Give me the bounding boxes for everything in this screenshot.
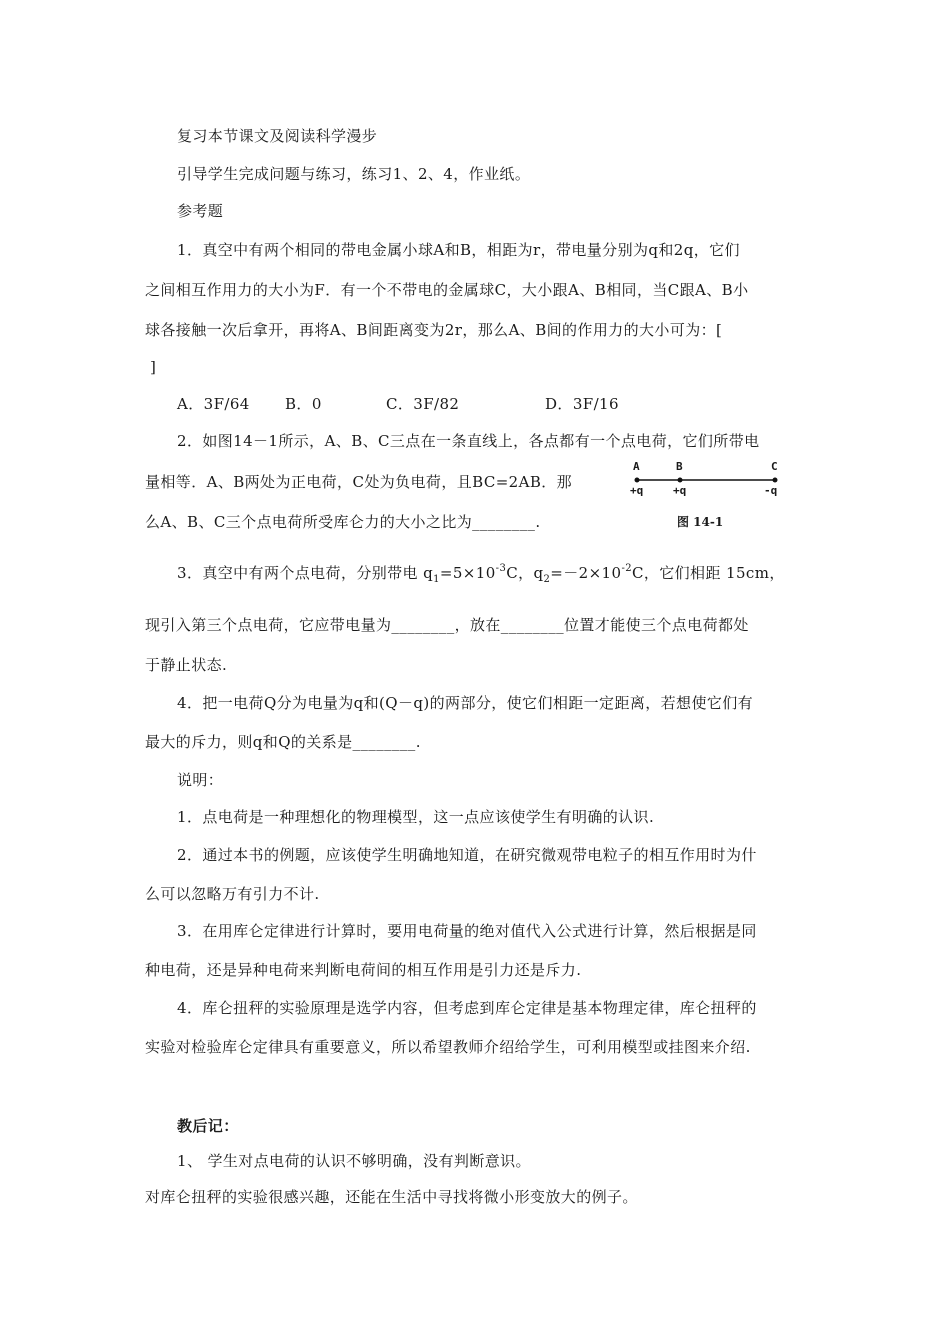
q2-line-3: 么A、B、C三个点电荷所受库仑力的大小之比为________. <box>145 513 541 531</box>
reference-title: 参考题 <box>177 202 224 220</box>
q3-text-5: C，它们相距 15cm， <box>631 564 785 582</box>
guide-line: 引导学生完成问题与练习，练习1、2、4，作业纸。 <box>177 165 531 183</box>
note-1: 1．点电荷是一种理想化的物理模型，这一点应该使学生有明确的认识. <box>177 808 655 826</box>
note-2-line-2: 么可以忽略万有引力不计. <box>145 885 320 903</box>
point-b <box>678 478 683 483</box>
charge-c: -q <box>764 484 778 497</box>
q3-sup-1: -3 <box>495 563 507 574</box>
q1-options <box>177 394 677 414</box>
review-line: 复习本节课文及阅读科学漫步 <box>177 127 378 145</box>
label-a: A <box>633 460 640 473</box>
label-c: C <box>771 460 778 473</box>
figure-caption: 图 14-1 <box>677 515 724 529</box>
note-3-line-2: 种电荷，还是异种电荷来判断电荷间的相互作用是引力还是斥力. <box>145 961 582 979</box>
q3-sub-2: 2 <box>543 574 551 585</box>
q1-line-3: 球各接触一次后拿开，再将A、B间距离变为2r，那么A、B间的作用力的大小可为：[ <box>145 321 723 339</box>
note-4-line-2: 实验对检验库仑定律具有重要意义，所以希望教师介绍给学生，可利用模型或挂图来介绍. <box>145 1038 751 1056</box>
afterword-2: 对库仑扭秤的实验很感兴趣，还能在生活中寻找将微小形变放大的例子。 <box>145 1188 638 1206</box>
q3-line-3: 于静止状态. <box>145 656 228 674</box>
q1-line-4: ] <box>150 358 157 376</box>
q3-text-3: C，q <box>506 564 544 582</box>
q3-line-2: 现引入第三个点电荷，它应带电量为________，放在________位置才能使三个点电荷都处 <box>145 616 749 634</box>
q4-line-2: 最大的斥力，则q和Q的关系是________. <box>145 733 421 751</box>
afterword-1: 1、 学生对点电荷的认识不够明确，没有判断意识。 <box>177 1152 531 1170</box>
q1-option-c: C．3F/82 <box>386 395 460 413</box>
q3-text-2: =5×10 <box>439 564 496 582</box>
point-a <box>635 478 640 483</box>
point-c <box>773 478 778 483</box>
charge-b: +q <box>673 484 687 497</box>
q3-line-1 <box>177 563 785 586</box>
charge-a: +q <box>630 484 644 497</box>
q3-text-1: 3．真空中有两个点电荷，分别带电 q <box>177 564 434 582</box>
figure-14-1 <box>625 458 795 528</box>
q1-option-a: A．3F/64 <box>177 395 250 413</box>
q1-option-d: D．3F/16 <box>545 395 619 413</box>
q1-line-2: 之间相互作用力的大小为F．有一个不带电的金属球C，大小跟A、B相同，当C跟A、B小 <box>145 281 749 299</box>
q3-sub-1: 1 <box>433 574 440 585</box>
q2-line-2: 量相等．A、B两处为正电荷，C处为负电荷，且BC=2AB．那 <box>145 473 573 491</box>
q4-line-1: 4．把一电荷Q分为电量为q和(Q－q)的两部分，使它们相距一定距离，若想使它们有 <box>177 694 754 712</box>
notes-title: 说明： <box>177 771 224 789</box>
q2-line-1: 2．如图14－1所示，A、B、C三点在一条直线上，各点都有一个点电荷，它们所带电 <box>177 432 760 450</box>
label-b: B <box>676 460 683 473</box>
q1-option-b: B．0 <box>285 395 322 413</box>
note-4-line-1: 4．库仑扭秤的实验原理是选学内容，但考虑到库仑定律是基本物理定律，库仑扭秤的 <box>177 999 757 1017</box>
note-2-line-1: 2．通过本书的例题，应该使学生明确地知道，在研究微观带电粒子的相互作用时为什 <box>177 846 757 864</box>
q3-text-4: =－2×10 <box>550 564 622 582</box>
afterword-title: 教后记： <box>177 1117 239 1135</box>
note-3-line-1: 3．在用库仑定律进行计算时，要用电荷量的绝对值代入公式进行计算，然后根据是同 <box>177 922 757 940</box>
q3-sup-2: -2 <box>621 563 632 574</box>
q1-line-1: 1．真空中有两个相同的带电金属小球A和B，相距为r，带电量分别为q和2q，它们 <box>177 241 740 259</box>
